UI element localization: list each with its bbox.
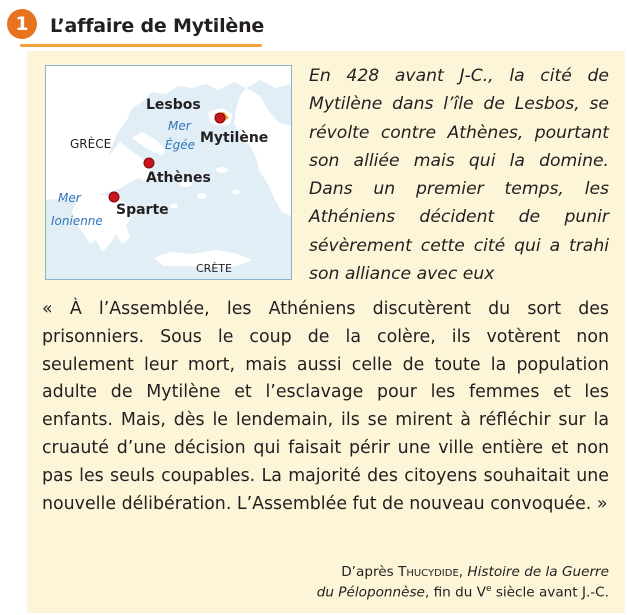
intro-text xyxy=(309,62,609,288)
section-header xyxy=(0,0,627,48)
sparte-marker-icon xyxy=(109,192,119,202)
section-number-badge: 1 xyxy=(7,9,37,39)
label-grece: GRÈCE xyxy=(70,137,112,151)
label-sparte: Sparte xyxy=(116,202,169,218)
label-crete: CRÈTE xyxy=(196,262,232,275)
source-sep: , xyxy=(458,564,468,580)
label-athenes: Athènes xyxy=(146,170,211,186)
source-suffix-b: siècle avant J.-C. xyxy=(491,584,609,601)
label-mer-egee-2: Égée xyxy=(165,138,195,152)
map-island xyxy=(216,167,228,173)
quote-text xyxy=(42,296,609,518)
map-graphic xyxy=(46,66,291,279)
intro-paragraph: En 428 avant J-C., la cité de Mytilène dans l’île de Lesbos, se révolte contre Athènes, pourtant son alliée mais qui la domine. Dans un premier temps, les Athéniens décident de punir sévèrement cette cité qui a trahi son alliance avec eux xyxy=(309,66,609,285)
mytilene-marker-icon xyxy=(215,113,225,123)
source-work-line1: Histoire de la Guerre xyxy=(467,564,609,580)
source-suffix-a: , fin du V xyxy=(424,584,486,601)
label-mer-ionienne-1: Mer xyxy=(58,191,81,205)
label-mytilene: Mytilène xyxy=(200,130,269,146)
label-mer-egee-1: Mer xyxy=(168,119,191,133)
label-lesbos: Lesbos xyxy=(146,97,201,113)
source-prefix: D’après xyxy=(341,564,399,580)
title-underline xyxy=(20,44,262,47)
source-citation xyxy=(317,564,609,602)
map-island xyxy=(170,204,178,209)
label-mer-ionienne-2: Ionienne xyxy=(51,214,103,228)
map-island xyxy=(197,193,207,199)
map-greece xyxy=(45,65,292,280)
section-title: L’affaire de Mytilène xyxy=(50,15,265,37)
quote-paragraph: « À l’Assemblée, les Athéniens discutèrent du sort des prisonniers. Sous le coup de la colère, ils votèrent non seulement leur mort, mais aussi celle de toute la population adulte de Mytilène et l’esclavage pour les femmes et les enfants. Mais, dès le lendemain, ils se mirent à réfléchir sur la cruauté d’une décision qui faisait périr une ville entière et non pas les seuls coupables. La majorité des citoyens souhaitait une nouvelle délibération. L’Assemblée fut de nouveau convoquée. » xyxy=(42,299,609,514)
athenes-marker-icon xyxy=(144,158,154,168)
source-suffix-sup: e xyxy=(485,584,492,594)
map-island xyxy=(232,190,240,195)
source-work-line2: du Péloponnèse xyxy=(316,584,425,601)
source-author: Thucydide xyxy=(398,564,459,580)
